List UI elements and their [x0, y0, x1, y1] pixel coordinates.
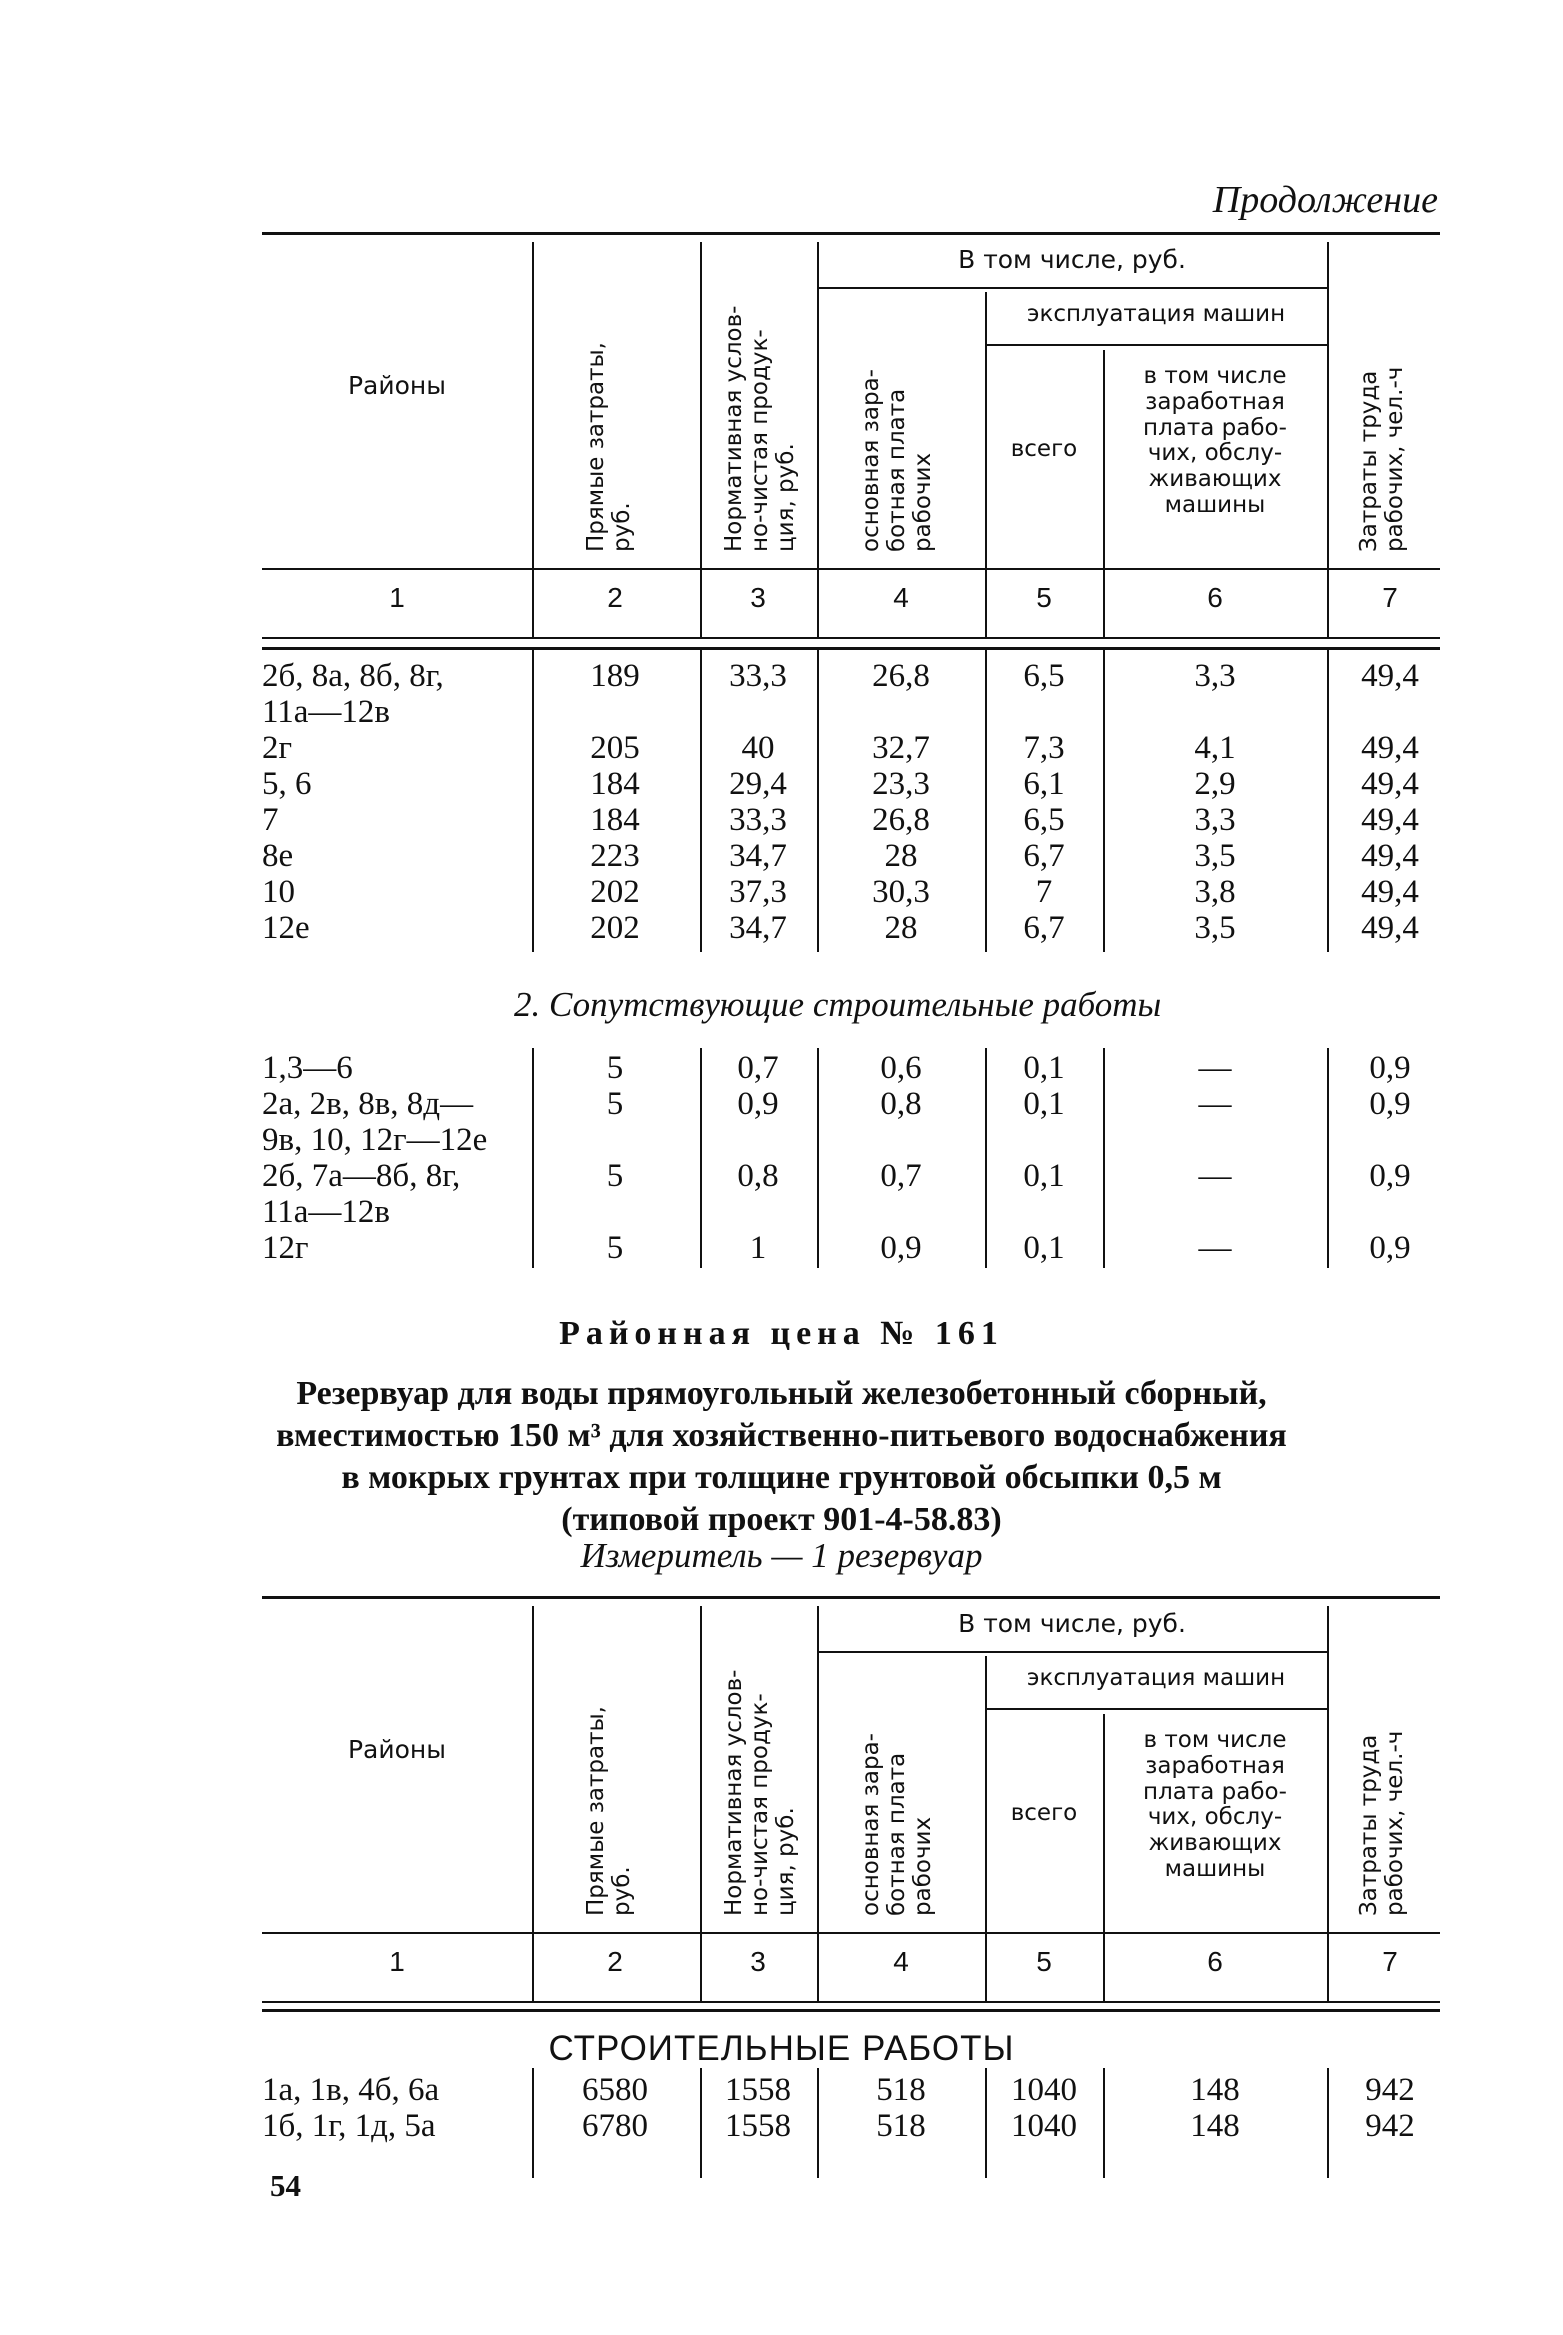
table1-row-rayon-cell: 7	[262, 802, 279, 838]
table1-row-value-cell: 23,3	[872, 766, 930, 802]
table1-row-value-cell: 6,5	[1023, 658, 1065, 694]
table2-col-number: 1	[389, 1946, 405, 1977]
section2-row-value-cell: 0,1	[1023, 1230, 1065, 1266]
table1-row-rayon-cell: 12е	[262, 910, 310, 946]
table2-header-rule	[262, 1932, 1440, 1934]
section2-row-value-cell: 0,9	[737, 1086, 779, 1122]
table1-row-value-cell: 3,3	[1194, 658, 1236, 694]
table2-vline-v1	[532, 1606, 534, 2001]
table1-body-vline-v1	[532, 649, 534, 952]
table1-osnovnaya-header: основная зара- ботная плата рабочих	[858, 369, 936, 552]
table1-row-value-cell: 29,4	[729, 766, 787, 802]
table2-osnovnaya-header: основная зара- ботная плата рабочих	[858, 1733, 936, 1916]
section2-row-value-cell: 0,1	[1023, 1158, 1065, 1194]
table2-col-number: 3	[750, 1946, 766, 1977]
table2-subrule-1	[817, 1651, 1327, 1653]
table2-number-rule	[262, 2001, 1440, 2003]
table1-row-value-cell: 4,1	[1194, 730, 1236, 766]
table1-row-value-cell: 184	[590, 802, 640, 838]
table1-row-value-cell: 49,4	[1361, 910, 1419, 946]
table1-row-value-cell: 202	[590, 874, 640, 910]
table1-row-value-cell: 7,3	[1023, 730, 1065, 766]
section2-row-rayon-cell: 2а, 2в, 8в, 8д— 9в, 10, 12г—12е	[262, 1086, 488, 1158]
section2-row-value-cell: 5	[606, 1050, 624, 1086]
table1-row-value-cell: 49,4	[1361, 802, 1419, 838]
table2-row-value-cell: 1040	[1011, 2072, 1077, 2108]
table1-row-value-cell: 6,1	[1023, 766, 1065, 802]
table1-row-value-cell: 28	[884, 910, 918, 946]
table1-subrule-2	[985, 344, 1327, 346]
table1-col-number: 5	[1036, 582, 1052, 613]
section2-row-value-cell: 0,1	[1023, 1050, 1065, 1086]
section2-row-value-cell: —	[1198, 1230, 1232, 1266]
table1-row-value-cell: 202	[590, 910, 640, 946]
table1-col-number: 7	[1382, 582, 1398, 613]
section2-row-value-cell: —	[1198, 1050, 1232, 1086]
table1-row-value-cell: 184	[590, 766, 640, 802]
table1-v-tom-chisle-header: В том числе, руб.	[958, 245, 1186, 274]
section2-row-value-cell: —	[1198, 1086, 1232, 1122]
section2-row-value-cell: 0,9	[1369, 1050, 1411, 1086]
table2-section-title: СТРОИТЕЛЬНЫЕ РАБОТЫ	[548, 2029, 1015, 2068]
table2-row-value-cell: 518	[876, 2108, 926, 2144]
table1-row-value-cell: 2,9	[1194, 766, 1236, 802]
table1-row-value-cell: 3,5	[1194, 910, 1236, 946]
section2-row-value-cell: 0,6	[880, 1050, 922, 1086]
table2-subrule-2	[985, 1708, 1327, 1710]
table1-row-value-cell: 223	[590, 838, 640, 874]
section2-row-rayon-cell: 12г	[262, 1230, 309, 1266]
table2-col-number: 2	[607, 1946, 623, 1977]
table1-row-value-cell: 33,3	[729, 658, 787, 694]
table1-row-value-cell: 26,8	[872, 802, 930, 838]
section2-row-value-cell: 0,9	[1369, 1158, 1411, 1194]
section2-row-value-cell: 0,7	[737, 1050, 779, 1086]
table1-row-value-cell: 6,5	[1023, 802, 1065, 838]
table1-row-value-cell: 49,4	[1361, 766, 1419, 802]
price-title-line: вместимостью 150 м³ для хозяйственно-питьевого водоснабжения	[276, 1417, 1287, 1454]
section2-row-rayon-cell: 2б, 7а—8б, 8г, 11а—12в	[262, 1158, 461, 1230]
table2-body-vline-v6	[1327, 2068, 1329, 2178]
table2-body-vline-v1	[532, 2068, 534, 2178]
table2-col-number: 7	[1382, 1946, 1398, 1977]
table1-row-value-cell: 3,8	[1194, 874, 1236, 910]
continued-label: Продолжение	[1212, 179, 1438, 221]
table2-row-value-cell: 942	[1365, 2108, 1415, 2144]
table1-header-rule	[262, 568, 1440, 570]
section2-row-value-cell: 1	[749, 1230, 767, 1266]
table1-row-value-cell: 40	[741, 730, 775, 766]
price-title-line: (типовой проект 901-4-58.83)	[561, 1501, 1002, 1538]
table2-vline-v3	[817, 1606, 819, 2001]
table2-top-rule	[262, 1596, 1440, 1599]
table1-row-value-cell: 26,8	[872, 658, 930, 694]
table1-row-rayon-cell: 10	[262, 874, 295, 910]
table1-rayony-header: Районы	[347, 371, 447, 400]
table1-row-value-cell: 34,7	[729, 838, 787, 874]
table1-number-rule	[262, 637, 1440, 639]
table2-row-value-cell: 6580	[582, 2072, 648, 2108]
section2-body-vline-v1	[532, 1048, 534, 1268]
section2-row-value-cell: 5	[606, 1158, 624, 1194]
table2-row-rayon-cell: 1б, 1г, 1д, 5а	[262, 2108, 436, 2144]
section2-title: 2. Сопутствующие строительные работы	[514, 985, 1162, 1024]
table1-col-number: 6	[1207, 582, 1223, 613]
table2-ekspluatatsiya-header: эксплуатация машин	[1026, 1665, 1286, 1691]
table2-pryamye-header: Прямые затраты, руб.	[583, 1706, 635, 1916]
table1-row-value-cell: 7	[1035, 874, 1053, 910]
table2-row-value-cell: 148	[1190, 2108, 1240, 2144]
section2-row-value-cell: 0,8	[737, 1158, 779, 1194]
section2-row-value-cell: 5	[606, 1230, 624, 1266]
table2-row-value-cell: 148	[1190, 2072, 1240, 2108]
section2-body-vline-v6	[1327, 1048, 1329, 1268]
table1-vsego-header: всего	[1010, 436, 1078, 462]
table1-vline-v4	[985, 292, 987, 637]
table1-row-value-cell: 49,4	[1361, 838, 1419, 874]
table1-row-value-cell: 189	[590, 658, 640, 694]
table1-row-value-cell: 32,7	[872, 730, 930, 766]
section2-row-value-cell: 0,1	[1023, 1086, 1065, 1122]
table1-row-value-cell: 34,7	[729, 910, 787, 946]
table1-col-number: 1	[389, 582, 405, 613]
table1-col-number: 4	[893, 582, 909, 613]
table1-normativnaya-header: Нормативная услов- но-чистая продук- ция, руб.	[721, 305, 799, 552]
table2-col-number: 6	[1207, 1946, 1223, 1977]
table1-row-value-cell: 6,7	[1023, 838, 1065, 874]
table1-row-value-cell: 49,4	[1361, 658, 1419, 694]
section2-row-value-cell: 0,7	[880, 1158, 922, 1194]
table1-zarplata-header: в том числе заработная плата рабо- чих, обслу- живающих машины	[1143, 363, 1287, 518]
table1-subrule-1	[817, 287, 1327, 289]
table2-vline-v2	[700, 1606, 702, 2001]
table1-row-value-cell: 3,5	[1194, 838, 1236, 874]
table1-row-rayon-cell: 8е	[262, 838, 294, 874]
table2-body-top-rule	[262, 2009, 1440, 2012]
table1-body-vline-v6	[1327, 649, 1329, 952]
table1-row-rayon-cell: 2б, 8а, 8б, 8г, 11а—12в	[262, 658, 444, 730]
table2-row-value-cell: 1558	[725, 2072, 791, 2108]
table1-top-rule	[262, 232, 1440, 235]
table2-col-number: 4	[893, 1946, 909, 1977]
section2-row-rayon-cell: 1,3—6	[262, 1050, 353, 1086]
table1-pryamye-header: Прямые затраты, руб.	[583, 342, 635, 552]
table2-zarplata-header: в том числе заработная плата рабо- чих, обслу- живающих машины	[1143, 1727, 1287, 1882]
table1-row-value-cell: 49,4	[1361, 730, 1419, 766]
section2-row-value-cell: 5	[606, 1086, 624, 1122]
table2-normativnaya-header: Нормативная услов- но-чистая продук- ция, руб.	[721, 1669, 799, 1916]
table1-row-value-cell: 30,3	[872, 874, 930, 910]
section2-row-value-cell: 0,9	[1369, 1230, 1411, 1266]
table1-vline-v6	[1327, 242, 1329, 637]
table2-zatraty-header: Затраты труда рабочих, чел.-ч	[1356, 1730, 1408, 1916]
table2-row-value-cell: 1040	[1011, 2108, 1077, 2144]
table2-vline-v6	[1327, 1606, 1329, 2001]
table2-row-value-cell: 518	[876, 2072, 926, 2108]
table2-row-value-cell: 942	[1365, 2072, 1415, 2108]
table1-row-value-cell: 49,4	[1361, 874, 1419, 910]
price-heading: Районная цена № 161	[559, 1315, 1004, 1352]
table1-vline-v2	[700, 242, 702, 637]
table1-row-rayon-cell: 2г	[262, 730, 293, 766]
table1-row-value-cell: 33,3	[729, 802, 787, 838]
table1-row-value-cell: 205	[590, 730, 640, 766]
section2-row-value-cell: 0,9	[880, 1230, 922, 1266]
table1-row-rayon-cell: 5, 6	[262, 766, 312, 802]
table1-ekspluatatsiya-header: эксплуатация машин	[1026, 301, 1286, 327]
section2-row-value-cell: 0,9	[1369, 1086, 1411, 1122]
table2-v-tom-chisle-header: В том числе, руб.	[958, 1609, 1186, 1638]
table1-row-value-cell: 6,7	[1023, 910, 1065, 946]
table1-vline-v3	[817, 242, 819, 637]
price-title-line: Резервуар для воды прямоугольный железобетонный сборный,	[296, 1375, 1267, 1412]
table2-row-rayon-cell: 1а, 1в, 4б, 6а	[262, 2072, 440, 2108]
table2-row-value-cell: 1558	[725, 2108, 791, 2144]
page-number: 54	[270, 2168, 301, 2203]
section2-row-value-cell: —	[1198, 1158, 1232, 1194]
table1-row-value-cell: 3,3	[1194, 802, 1236, 838]
measure-label: Измеритель — 1 резервуар	[580, 1536, 983, 1575]
table1-vline-v1	[532, 242, 534, 637]
table1-row-value-cell: 28	[884, 838, 918, 874]
price-title-line: в мокрых грунтах при толщине грунтовой обсыпки 0,5 м	[341, 1459, 1222, 1496]
table1-row-value-cell: 37,3	[729, 874, 787, 910]
table1-col-number: 2	[607, 582, 623, 613]
table2-row-value-cell: 6780	[582, 2108, 648, 2144]
table1-body-top-rule	[262, 647, 1440, 650]
table2-vsego-header: всего	[1010, 1800, 1078, 1826]
table1-col-number: 3	[750, 582, 766, 613]
section2-row-value-cell: 0,8	[880, 1086, 922, 1122]
table2-vline-v4	[985, 1656, 987, 2001]
table2-rayony-header: Районы	[347, 1735, 447, 1764]
table1-zatraty-header: Затраты труда рабочих, чел.-ч	[1356, 366, 1408, 552]
table2-col-number: 5	[1036, 1946, 1052, 1977]
